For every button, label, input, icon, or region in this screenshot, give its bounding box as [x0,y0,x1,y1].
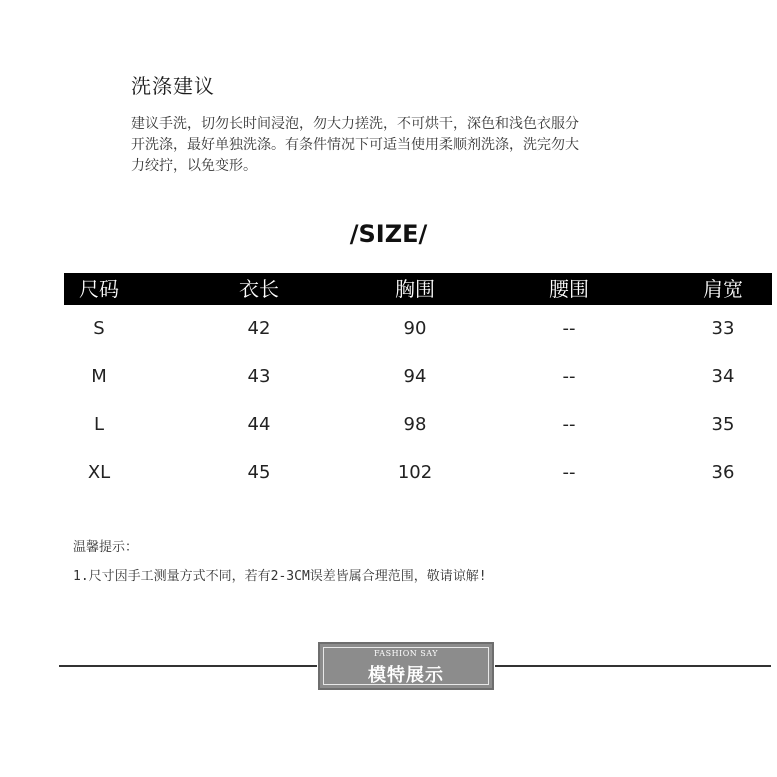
header-chest: 胸围 [395,277,435,301]
header-length: 衣长 [239,277,279,301]
cell-chest: 102 [397,462,433,483]
cell-chest: 90 [403,318,427,339]
cell-size: S [93,318,105,339]
table-row [64,401,772,449]
size-table [64,273,772,497]
size-heading: /SIZE/ [349,220,428,248]
badge-title: 模特展示 [368,665,444,686]
cell-chest: 94 [403,366,427,387]
cell-length: 44 [247,414,271,435]
table-row [64,449,772,497]
care-line: 力绞拧，以免变形。 [131,158,257,174]
care-line: 开洗涤，最好单独洗涤。有条件情况下可适当使用柔顺剂洗涤，洗完勿大 [131,137,579,153]
badge-subtitle: FASHION SAY [373,649,439,658]
cell-chest: 98 [403,414,427,435]
header-waist: 腰围 [549,277,589,301]
header-size: 尺码 [79,277,119,301]
tips-item: 1.尺寸因手工测量方式不同，若有2-3CM误差皆属合理范围，敬请谅解! [73,569,487,584]
model-showcase-badge [318,642,494,690]
table-row [64,305,772,353]
cell-shoulder: 35 [711,414,735,435]
cell-shoulder: 33 [711,318,735,339]
cell-waist: -- [562,462,576,483]
cell-shoulder: 36 [711,462,735,483]
care-line: 建议手洗，切勿长时间浸泡，勿大力搓洗，不可烘干，深色和浅色衣服分 [131,116,579,132]
size-table-header [64,273,772,305]
cell-waist: -- [562,318,576,339]
care-title: 洗涤建议 [131,74,215,98]
cell-shoulder: 34 [711,366,735,387]
divider-left [59,665,317,667]
table-row [64,353,772,401]
divider-right [495,665,771,667]
tips-title: 温馨提示： [73,540,139,555]
cell-length: 42 [247,318,271,339]
cell-size: L [93,414,105,435]
cell-waist: -- [562,414,576,435]
header-shoulder: 肩宽 [703,277,743,301]
care-instructions [131,114,711,177]
cell-waist: -- [562,366,576,387]
cell-length: 45 [247,462,271,483]
cell-size: M [91,366,107,387]
cell-length: 43 [247,366,271,387]
cell-size: XL [87,462,111,483]
